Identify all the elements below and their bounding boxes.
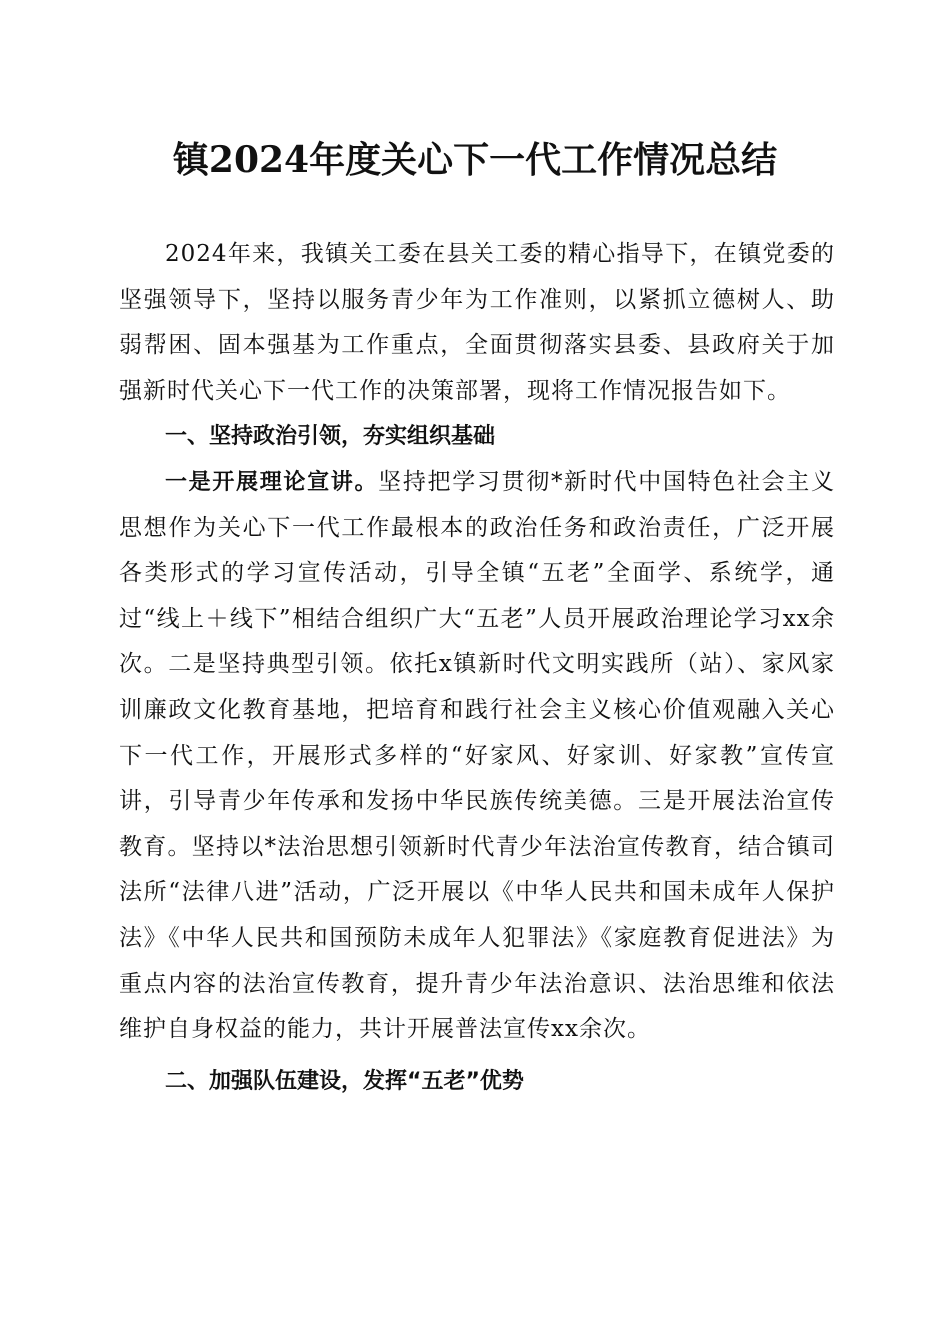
section-1-heading: 一、坚持政治引领，夯实组织基础	[165, 424, 496, 450]
document-body	[119, 232, 835, 1104]
section-1-paragraph	[119, 460, 835, 1053]
intro-paragraph: 2024年来，我镇关工委在县关工委的精心指导下，在镇党委的坚强领导下，坚持以服务青少年为工作准则，以紧抓立德树人、助弱帮困、固本强基为工作重点，全面贯彻落实县委、县政府关于加强新时代关心下一代工作的决策部署，现将工作情况报告如下。	[119, 241, 835, 404]
section-1-lead: 一是开展理论宣讲。	[165, 469, 379, 495]
document-title: 镇2024年度关心下一代工作情况总结	[172, 139, 778, 181]
section-1-body: 坚持把学习贯彻*新时代中国特色社会主义思想作为关心下一代工作最根本的政治任务和政治责任，广泛开展各类形式的学习宣传活动，引导全镇“五老”全面学、系统学，通过“线上＋线下”相结合组织广大“五老”人员开展政治理论学习xx余次。二是坚持典型引领。依托x镇新时代文明实践所（站）、家风家训廉政文化教育基地，把培育和践行社会主义核心价值观融入关心下一代工作，开展形式多样的“好家风、好家训、好家教”宣传宣讲，引导青少年传承和发扬中华民族传统美德。三是开展法治宣传教育。坚持以*法治思想引领新时代青少年法治宣传教育，结合镇司法所“法律八进”活动，广泛开展以《中华人民共和国未成年人保护法》《中华人民共和国预防未成年人犯罪法》《家庭教育促进法》为重点内容的法治宣传教育，提升青少年法治意识、法治思维和依法维护自身权益的能力，共计开展普法宣传xx余次。	[119, 468, 835, 1043]
section-2-heading: 二、加强队伍建设，发挥“五老”优势	[165, 1068, 524, 1094]
